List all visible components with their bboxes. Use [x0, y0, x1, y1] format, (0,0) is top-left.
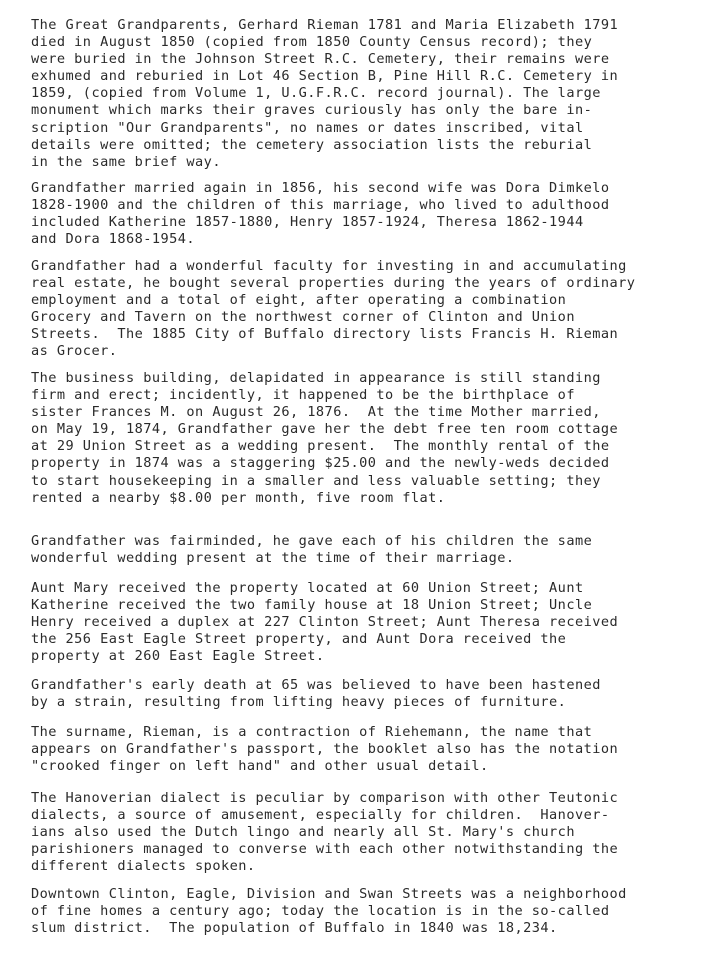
- paragraph-downtown: Downtown Clinton, Eagle, Division and Swan Streets was a neighborhood of fine homes a century ago; today the location is in the so-called slum district. The population of Buffalo in 1840 was 18,234.: [31, 886, 627, 937]
- paragraph-dialect: The Hanoverian dialect is peculiar by comparison with other Teutonic dialects, a source of amusement, especially for children. Hanover- ians also used the Dutch lingo and nearly all St. Mary's church parishioners managed to converse with each other notwithstanding the different dialects spoken.: [31, 790, 619, 875]
- paragraph-great-grandparents: The Great Grandparents, Gerhard Rieman 1781 and Maria Elizabeth 1791 died in August 1850 (copied from 1850 County Census record); they were buried in the Johnson Street R.C. Cemetery, their remains were exhumed and reburied in Lot 46 Section B, Pine Hill R.C. Cemetery in 1859, (copied from Volume 1, U.G.F.R.C. record journal). The large monument which marks their graves curiously has only the bare in- scription "Our Grandparents", no names or dates inscribed, vital details were omitted; the cemetery association lists the reburial in the same brief way.: [31, 17, 619, 170]
- paragraph-early-death: Grandfather's early death at 65 was believed to have been hastened by a strain, resulting from lifting heavy pieces of furniture.: [31, 677, 601, 711]
- paragraph-real-estate: Grandfather had a wonderful faculty for investing in and accumulating real estate, he bought several properties during the years of ordinary employment and a total of eight, after operating a combination Grocery and Tavern on the northwest corner of Clinton and Union Streets. The 1885 City of Buffalo directory lists Francis H. Rieman as Grocer.: [31, 258, 636, 360]
- paragraph-second-marriage: Grandfather married again in 1856, his second wife was Dora Dimkelo 1828-1900 and the children of this marriage, who lived to adulthood included Katherine 1857-1880, Henry 1857-1924, Theresa 1862-1944 and Dora 1868-1954.: [31, 180, 610, 248]
- paragraph-surname: The surname, Rieman, is a contraction of Riehemann, the name that appears on Grandfather's passport, the booklet also has the notation "crooked finger on left hand" and other usual detail.: [31, 724, 619, 775]
- paragraph-fairminded: Grandfather was fairminded, he gave each of his children the same wonderful wedding present at the time of their marriage.: [31, 533, 593, 567]
- paragraph-properties-given: Aunt Mary received the property located at 60 Union Street; Aunt Katherine received the two family house at 18 Union Street; Uncle Henry received a duplex at 227 Clinton Street; Aunt Theresa received the 256 East Eagle Street property, and Aunt Dora received the property at 260 East Eagle Street.: [31, 580, 619, 665]
- paragraph-business-building: The business building, delapidated in appearance is still standing firm and erect; incidently, it happened to be the birthplace of sister Frances M. on August 26, 1876. At the time Mother married, on May 19, 1874, Grandfather gave her the debt free ten room cottage at 29 Union Street as a wedding present. The monthly rental of the property in 1874 was a staggering $25.00 and the newly-weds decided to start housekeeping in a smaller and less valuable setting; they rented a nearby $8.00 per month, five room flat.: [31, 370, 619, 506]
